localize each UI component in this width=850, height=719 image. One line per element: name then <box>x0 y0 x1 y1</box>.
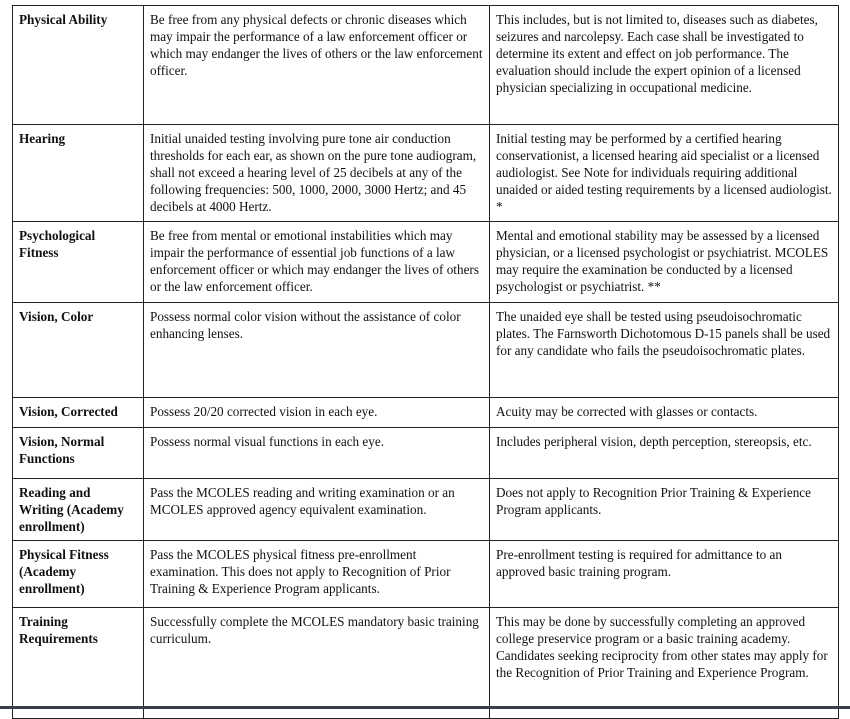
requirement-notes: Acuity may be corrected with glasses or contacts. <box>490 398 839 428</box>
requirement-standard: Be free from any physical defects or chronic diseases which may impair the performance of a law enforcement officer or which may endanger the lives of others or the law enforcement officer. <box>144 6 490 125</box>
table-row-vision-color <box>13 303 839 398</box>
table-row-reading-writing <box>13 479 839 541</box>
requirement-standard: Be free from mental or emotional instabilities which may impair the performance of essential job functions of a law enforcement officer or which may endanger the lives of others or the law enforcement officer. <box>144 222 490 303</box>
table-row-vision-corrected <box>13 398 839 428</box>
requirement-standard: Possess normal visual functions in each eye. <box>144 428 490 479</box>
requirement-name: Reading and Writing (Academy enrollment) <box>13 479 144 541</box>
requirement-standard: Pass the MCOLES physical fitness pre-enrollment examination. This does not apply to Recognition of Prior Training & Experience Program applicants. <box>144 541 490 608</box>
requirement-name: Physical Ability <box>13 6 144 125</box>
requirement-standard: Possess normal color vision without the assistance of color enhancing lenses. <box>144 303 490 398</box>
requirement-name: Physical Fitness (Academy enrollment) <box>13 541 144 608</box>
table-row-psychological-fitness <box>13 222 839 303</box>
table-row-physical-ability <box>13 6 839 125</box>
requirements-table <box>12 5 839 719</box>
requirement-name: Training Requirements <box>13 608 144 719</box>
requirement-notes: Includes peripheral vision, depth perception, stereopsis, etc. <box>490 428 839 479</box>
requirement-notes: The unaided eye shall be tested using pseudoisochromatic plates. The Farnsworth Dichotomous D-15 panels shall be used for any candidate who fails the pseudoisochromatic plates. <box>490 303 839 398</box>
requirement-name: Vision, Normal Functions <box>13 428 144 479</box>
requirement-name: Vision, Corrected <box>13 398 144 428</box>
requirement-notes: This includes, but is not limited to, diseases such as diabetes, seizures and narcolepsy. Each case shall be investigated to determine its extent and effect on job performance. The evaluation should include the expert opinion of a licensed physician specializing in occupational medicine. <box>490 6 839 125</box>
requirement-notes: Mental and emotional stability may be assessed by a licensed physician, or a licensed psychologist or psychiatrist. MCOLES may require the examination be conducted by a licensed psychologist or psychiatrist. ** <box>490 222 839 303</box>
requirement-notes: This may be done by successfully completing an approved college preservice program or a basic training academy. Candidates seeking reciprocity from other states may apply for the Recognition of Prior Training and Experience Program. <box>490 608 839 719</box>
requirement-name: Vision, Color <box>13 303 144 398</box>
requirement-notes: Initial testing may be performed by a certified hearing conservationist, a licensed hearing aid specialist or a licensed audiologist. See Note for individuals requiring additional unaided or aided testing requirements by a licensed audiologist. * <box>490 125 839 222</box>
requirement-name: Psychological Fitness <box>13 222 144 303</box>
requirement-name: Hearing <box>13 125 144 222</box>
table-row-physical-fitness <box>13 541 839 608</box>
table-row-hearing <box>13 125 839 222</box>
table-row-training-requirements <box>13 608 839 719</box>
requirement-standard: Possess 20/20 corrected vision in each eye. <box>144 398 490 428</box>
requirement-standard: Initial unaided testing involving pure tone air conduction thresholds for each ear, as shown on the pure tone audiogram, shall not exceed a hearing level of 25 decibels at any of the following frequencies: 500, 1000, 2000, 3000 Hertz; and 45 decibels at 4000 Hertz. <box>144 125 490 222</box>
requirement-standard: Successfully complete the MCOLES mandatory basic training curriculum. <box>144 608 490 719</box>
requirement-standard: Pass the MCOLES reading and writing examination or an MCOLES approved agency equivalent examination. <box>144 479 490 541</box>
requirement-notes: Does not apply to Recognition Prior Training & Experience Program applicants. <box>490 479 839 541</box>
requirement-notes: Pre-enrollment testing is required for admittance to an approved basic training program. <box>490 541 839 608</box>
table-row-vision-normal-functions <box>13 428 839 479</box>
requirements-document <box>12 5 838 719</box>
